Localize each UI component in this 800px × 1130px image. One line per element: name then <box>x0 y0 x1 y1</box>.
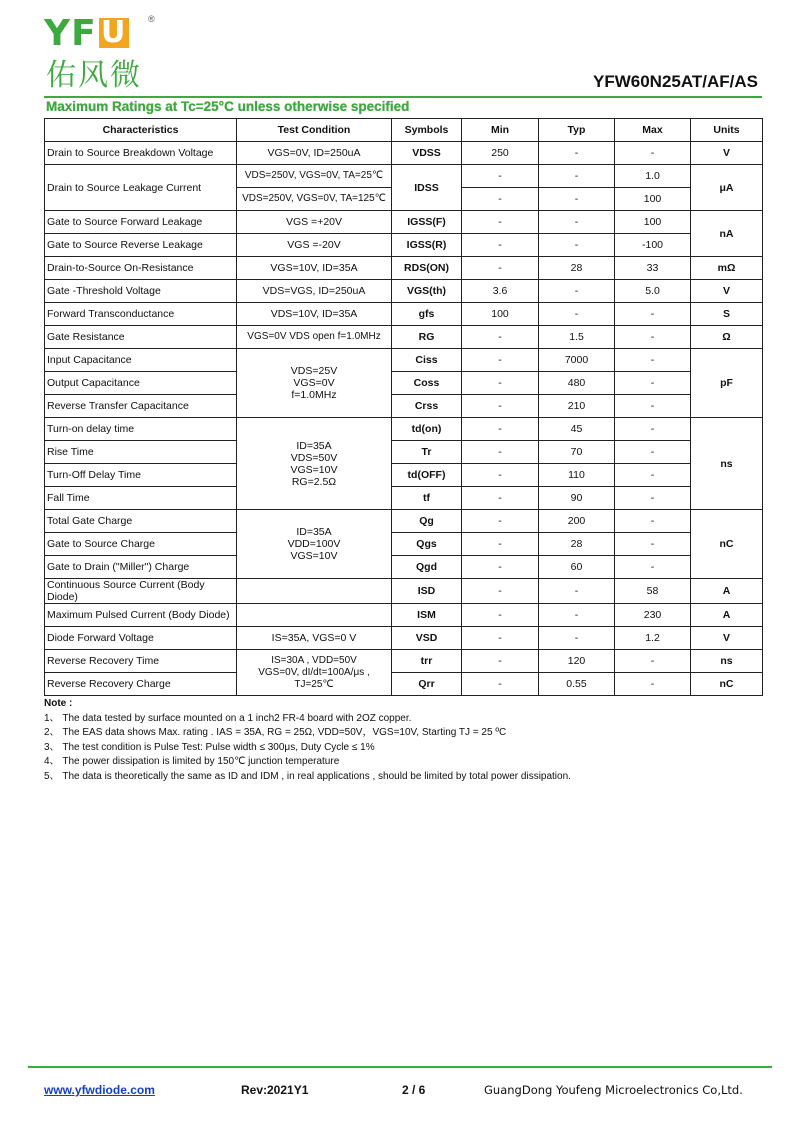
min-cell: - <box>462 257 539 280</box>
min-cell: - <box>462 464 539 487</box>
typ-cell: 200 <box>539 510 615 533</box>
characteristic-cell: Turn-Off Delay Time <box>45 464 237 487</box>
condition-cell <box>237 579 392 604</box>
table-row <box>45 673 763 696</box>
max-cell: - <box>615 673 691 696</box>
characteristic-cell: Reverse Recovery Charge <box>45 673 237 696</box>
min-cell: 100 <box>462 303 539 326</box>
min-cell: - <box>462 510 539 533</box>
unit-cell: V <box>691 627 763 650</box>
typ-cell: 110 <box>539 464 615 487</box>
typ-cell: 1.5 <box>539 326 615 349</box>
header-divider <box>44 96 762 98</box>
condition-cell: IS=35A, VGS=0 V <box>237 627 392 650</box>
max-cell: 230 <box>615 604 691 627</box>
characteristic-cell: Gate Resistance <box>45 326 237 349</box>
unit-cell: S <box>691 303 763 326</box>
unit-cell: mΩ <box>691 257 763 280</box>
typ-cell: 28 <box>539 533 615 556</box>
logo-chinese-name: 佑风微 <box>46 58 142 93</box>
table-row <box>45 211 763 234</box>
condition-cell: VDS=25V VGS=0V f=1.0MHz <box>237 349 392 418</box>
table-row <box>45 142 763 165</box>
unit-cell: A <box>691 579 763 604</box>
symbol-cell: trr <box>392 650 462 673</box>
column-header: Typ <box>539 119 615 142</box>
typ-cell: - <box>539 142 615 165</box>
max-cell: - <box>615 650 691 673</box>
logo-mark: YF U <box>44 14 129 54</box>
table-row <box>45 579 763 604</box>
table-row <box>45 372 763 395</box>
characteristic-cell: Gate to Source Forward Leakage <box>45 211 237 234</box>
revision-label: Rev:2021Y1 <box>241 1083 309 1097</box>
min-cell: - <box>462 349 539 372</box>
characteristic-cell: Reverse Recovery Time <box>45 650 237 673</box>
min-cell: - <box>462 211 539 234</box>
max-cell: - <box>615 487 691 510</box>
min-cell: - <box>462 395 539 418</box>
typ-cell: - <box>539 303 615 326</box>
min-cell: - <box>462 556 539 579</box>
symbol-cell: Qgd <box>392 556 462 579</box>
max-cell: - <box>615 464 691 487</box>
typ-cell: - <box>539 280 615 303</box>
condition-cell: IS=30A , VDD=50V VGS=0V, dI/dt=100A/μs , TJ=25℃ <box>237 650 392 696</box>
condition-cell: VDS=250V, VGS=0V, TA=25℃ <box>237 165 392 188</box>
unit-cell: V <box>691 280 763 303</box>
characteristic-cell: Turn-on delay time <box>45 418 237 441</box>
condition-cell: ID=35A VDS=50V VGS=10V RG=2.5Ω <box>237 418 392 510</box>
note-item: 5、 The data is theoretically the same as ID and IDM , in real applications , should be limited by total power dissipation. <box>44 770 571 782</box>
table-header-row <box>45 119 763 142</box>
typ-cell: - <box>539 165 615 188</box>
table-row <box>45 280 763 303</box>
min-cell: - <box>462 650 539 673</box>
max-cell: - <box>615 303 691 326</box>
min-cell: - <box>462 165 539 188</box>
typ-cell: - <box>539 211 615 234</box>
typ-cell: 480 <box>539 372 615 395</box>
unit-cell: A <box>691 604 763 627</box>
characteristic-cell: Maximum Pulsed Current (Body Diode) <box>45 604 237 627</box>
symbol-cell: Coss <box>392 372 462 395</box>
characteristic-cell: Forward Transconductance <box>45 303 237 326</box>
min-cell: - <box>462 579 539 604</box>
max-cell: 100 <box>615 211 691 234</box>
condition-cell: VDS=250V, VGS=0V, TA=125℃ <box>237 188 392 211</box>
max-cell: - <box>615 326 691 349</box>
condition-cell: ID=35A VDD=100V VGS=10V <box>237 510 392 579</box>
symbol-cell: VDSS <box>392 142 462 165</box>
symbol-cell: IGSS(R) <box>392 234 462 257</box>
table-row <box>45 510 763 533</box>
table-row <box>45 303 763 326</box>
part-number: YFW60N25AT/AF/AS <box>593 72 758 91</box>
table-row <box>45 533 763 556</box>
typ-cell: 45 <box>539 418 615 441</box>
min-cell: - <box>462 372 539 395</box>
min-cell: - <box>462 673 539 696</box>
unit-cell: μA <box>691 165 763 211</box>
min-cell: - <box>462 487 539 510</box>
typ-cell: 7000 <box>539 349 615 372</box>
typ-cell: 90 <box>539 487 615 510</box>
min-cell: - <box>462 627 539 650</box>
symbol-cell: RG <box>392 326 462 349</box>
notes-title: Note : <box>44 698 73 709</box>
max-cell: 1.0 <box>615 165 691 188</box>
min-cell: - <box>462 188 539 211</box>
characteristic-cell: Drain-to-Source On-Resistance <box>45 257 237 280</box>
unit-cell: pF <box>691 349 763 418</box>
unit-cell: V <box>691 142 763 165</box>
website-link[interactable]: www.yfwdiode.com <box>44 1083 155 1097</box>
column-header: Symbols <box>392 119 462 142</box>
condition-cell: VGS =+20V <box>237 211 392 234</box>
ratings-table <box>44 118 763 696</box>
min-cell: 3.6 <box>462 280 539 303</box>
condition-cell <box>237 604 392 627</box>
max-cell: - <box>615 510 691 533</box>
typ-cell: - <box>539 234 615 257</box>
symbol-cell: VGS(th) <box>392 280 462 303</box>
table-row <box>45 165 763 188</box>
company-logo <box>44 14 184 98</box>
max-cell: 58 <box>615 579 691 604</box>
typ-cell: - <box>539 188 615 211</box>
symbol-cell: IDSS <box>392 165 462 211</box>
max-cell: - <box>615 556 691 579</box>
typ-cell: 70 <box>539 441 615 464</box>
condition-cell: VGS=10V, ID=35A <box>237 257 392 280</box>
column-header: Units <box>691 119 763 142</box>
notes-section <box>44 697 571 784</box>
table-row <box>45 627 763 650</box>
column-header: Max <box>615 119 691 142</box>
unit-cell: ns <box>691 418 763 510</box>
footer-divider <box>28 1066 772 1068</box>
table-row <box>45 604 763 627</box>
condition-cell: VGS=0V VDS open f=1.0MHz <box>237 326 392 349</box>
table-row <box>45 326 763 349</box>
symbol-cell: Qg <box>392 510 462 533</box>
min-cell: - <box>462 418 539 441</box>
characteristic-cell: Rise Time <box>45 441 237 464</box>
symbol-cell: IGSS(F) <box>392 211 462 234</box>
max-cell: 100 <box>615 188 691 211</box>
symbol-cell: tf <box>392 487 462 510</box>
max-cell: - <box>615 349 691 372</box>
table-row <box>45 650 763 673</box>
min-cell: - <box>462 234 539 257</box>
min-cell: - <box>462 326 539 349</box>
table-row <box>45 234 763 257</box>
max-cell: - <box>615 142 691 165</box>
registered-mark: ® <box>148 14 155 24</box>
characteristic-cell: Total Gate Charge <box>45 510 237 533</box>
condition-cell: VDS=10V, ID=35A <box>237 303 392 326</box>
table-row <box>45 349 763 372</box>
symbol-cell: td(on) <box>392 418 462 441</box>
typ-cell: - <box>539 604 615 627</box>
characteristic-cell: Reverse Transfer Capacitance <box>45 395 237 418</box>
symbol-cell: Tr <box>392 441 462 464</box>
characteristic-cell: Gate to Drain ("Miller") Charge <box>45 556 237 579</box>
symbol-cell: Qrr <box>392 673 462 696</box>
min-cell: - <box>462 604 539 627</box>
section-title: Maximum Ratings at Tc=25°C unless otherwise specified <box>46 99 410 114</box>
max-cell: 33 <box>615 257 691 280</box>
symbol-cell: Ciss <box>392 349 462 372</box>
symbol-cell: RDS(ON) <box>392 257 462 280</box>
note-item: 3、 The test condition is Pulse Test: Pulse width ≤ 300μs, Duty Cycle ≤ 1% <box>44 741 375 753</box>
page-number: 2 / 6 <box>402 1083 426 1097</box>
characteristic-cell: Continuous Source Current (Body Diode) <box>45 579 237 604</box>
characteristic-cell: Fall Time <box>45 487 237 510</box>
table-row <box>45 441 763 464</box>
characteristic-cell: Gate to Source Reverse Leakage <box>45 234 237 257</box>
typ-cell: - <box>539 627 615 650</box>
typ-cell: 120 <box>539 650 615 673</box>
typ-cell: 60 <box>539 556 615 579</box>
typ-cell: 0.55 <box>539 673 615 696</box>
symbol-cell: Qgs <box>392 533 462 556</box>
min-cell: - <box>462 533 539 556</box>
note-item: 4、 The power dissipation is limited by 150℃ junction temperature <box>44 756 340 767</box>
unit-cell: nA <box>691 211 763 257</box>
unit-cell: ns <box>691 650 763 673</box>
condition-cell: VDS=VGS, ID=250uA <box>237 280 392 303</box>
table-row <box>45 487 763 510</box>
symbol-cell: ISM <box>392 604 462 627</box>
symbol-cell: ISD <box>392 579 462 604</box>
column-header: Min <box>462 119 539 142</box>
table-row <box>45 418 763 441</box>
max-cell: - <box>615 533 691 556</box>
min-cell: - <box>462 441 539 464</box>
symbol-cell: Crss <box>392 395 462 418</box>
max-cell: -100 <box>615 234 691 257</box>
characteristic-cell: Gate to Source Charge <box>45 533 237 556</box>
symbol-cell: gfs <box>392 303 462 326</box>
characteristic-cell: Drain to Source Breakdown Voltage <box>45 142 237 165</box>
unit-cell: nC <box>691 510 763 579</box>
characteristic-cell: Gate -Threshold Voltage <box>45 280 237 303</box>
condition-cell: VGS=0V, ID=250uA <box>237 142 392 165</box>
table-row <box>45 257 763 280</box>
symbol-cell: VSD <box>392 627 462 650</box>
note-item: 2、 The EAS data shows Max. rating . IAS = 35A, RG = 25Ω, VDD=50V，VGS=10V, Starting TJ = 25 ºC <box>44 727 507 738</box>
typ-cell: - <box>539 579 615 604</box>
max-cell: - <box>615 418 691 441</box>
max-cell: 5.0 <box>615 280 691 303</box>
max-cell: - <box>615 395 691 418</box>
max-cell: - <box>615 441 691 464</box>
min-cell: 250 <box>462 142 539 165</box>
characteristic-cell: Output Capacitance <box>45 372 237 395</box>
characteristic-cell: Input Capacitance <box>45 349 237 372</box>
max-cell: 1.2 <box>615 627 691 650</box>
unit-cell: Ω <box>691 326 763 349</box>
condition-cell: VGS =-20V <box>237 234 392 257</box>
column-header: Test Condition <box>237 119 392 142</box>
symbol-cell: td(OFF) <box>392 464 462 487</box>
characteristic-cell: Diode Forward Voltage <box>45 627 237 650</box>
note-item: 1、 The data tested by surface mounted on a 1 inch2 FR-4 board with 2OZ copper. <box>44 712 412 724</box>
typ-cell: 210 <box>539 395 615 418</box>
table-row <box>45 464 763 487</box>
max-cell: - <box>615 372 691 395</box>
characteristic-cell: Drain to Source Leakage Current <box>45 165 237 211</box>
table-row <box>45 395 763 418</box>
company-name: GuangDong Youfeng Microelectronics Co,Ltd. <box>484 1083 743 1097</box>
unit-cell: nC <box>691 673 763 696</box>
column-header: Characteristics <box>45 119 237 142</box>
typ-cell: 28 <box>539 257 615 280</box>
table-row <box>45 556 763 579</box>
